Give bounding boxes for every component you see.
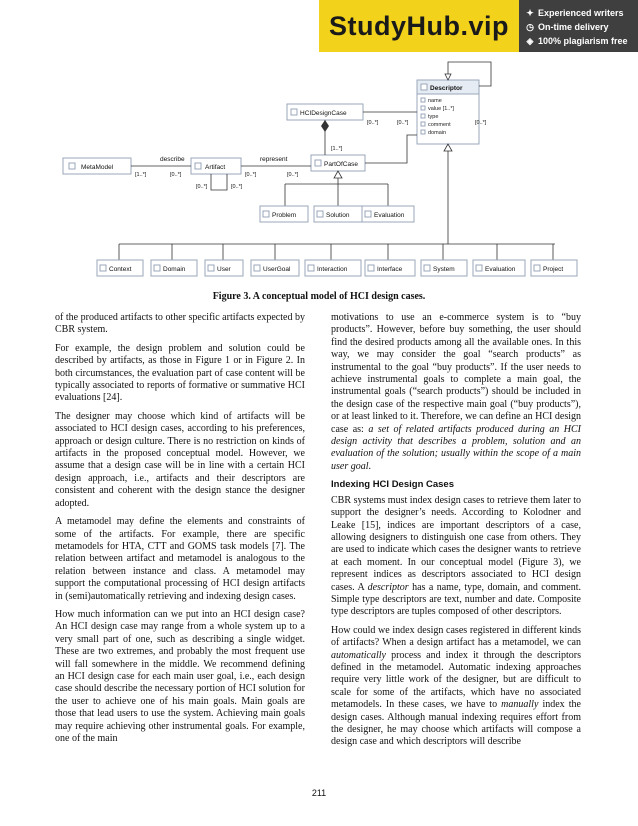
paragraph: How could we index design cases registered in different kinds of artifacts? When a design artifact has a metamodel, we can automatically process and index it through the descriptors defined in the metamodel. Automatic indexing approaches require very little work of the designer, but are difficult to scale for some of the artifacts, which have no associated metamodels. In these cases, we have to manually index the design cases. Although manual indexing requires effort from the designer, he may choose which artifacts will compose a design case and which descriptors will describe [331,624,581,748]
svg-text:Evaluation: Evaluation [485,266,516,273]
svg-text:[1..*]: [1..*] [331,146,343,152]
svg-text:[0..*]: [0..*] [287,172,299,178]
problem-box [260,206,308,222]
interaction-box [305,260,361,276]
svg-text:Context: Context [109,266,132,273]
svg-text:Solution: Solution [326,212,350,219]
svg-text:[0..*]: [0..*] [245,172,257,178]
evaluation-box [362,206,414,222]
svg-text:[0..*]: [0..*] [367,120,379,126]
svg-text:describe: describe [160,156,185,163]
paragraph: motivations to use an e-commerce system is to “buy products”. However, before buy something, the user should find the desired products among all the available ones. In this way, we may consider the goal “search products” as instrumental to the goal “buy products”. If the user needs to achieve instrumental goals to complete a main goal, the instrumental goals (“search products”) should be included in the design case of the respective main goal (“buy products”), or at least linked to it. Therefore, we can define an HCI design case as: a set of related artifacts produced during an HCI design activity that describes a problem, solution and an evaluation of the solution; usually within the scope of a main user goal. [331,312,581,472]
clock-icon: ◷ [526,22,534,32]
svg-text:[0..*]: [0..*] [196,184,208,190]
svg-text:PartOfCase: PartOfCase [324,161,358,168]
user-box [205,260,243,276]
project-box [531,260,577,276]
feature-writers: ✦ Experienced writers [526,8,624,18]
star-icon: ✦ [526,8,534,18]
svg-text:[0..*]: [0..*] [475,120,487,126]
evaluation-bottom-box [473,260,525,276]
svg-text:User: User [217,266,231,273]
svg-text:MetaModel: MetaModel [81,164,114,171]
paragraph: A metamodel may define the elements and constraints of some of the artifacts. For example, there are specific metamodels for HTA, CTT and GOMS task models [7]. The relation between artifact and metamodel is analogous to the relation between instance and class. A metamodel may support the computational processing of HCI design artifacts in (semi)automatically retrieving and indexing design cases. [55,516,305,602]
svg-text:[0..*]: [0..*] [170,172,182,178]
svg-text:name: name [428,98,442,104]
svg-text:Artifact: Artifact [205,164,226,171]
shield-icon: ◈ [526,36,534,46]
paragraph: How much information can we put into an HCI design case? An HCI design case may range from a whole system up to a very small part of one, such as describing a single widget. These are two extremes, and probably the most frequent use will fall somewhere in the middle. We recommend defining an HCI design case for each main user goal, i.e., each design case should describe the necessary portion of HCI solution for the user to achieve one of his main goals. Main goals are those that lead users to use the system. Achieving main goals may require achieving other instrumental goals. For example, one of the main [55,608,305,744]
class-icon [421,84,427,90]
section-heading: Indexing HCI Design Cases [331,479,455,491]
metamodel-box [63,158,131,174]
right-column [331,312,581,755]
descriptor-box [417,80,479,144]
svg-text:Problem: Problem [272,212,297,219]
brand-name: StudyHub.vip [329,10,509,41]
solution-box [314,206,362,222]
part-of-case-box [311,155,365,171]
svg-text:[0..*]: [0..*] [397,120,409,126]
context-box [97,260,143,276]
svg-text:Evaluation: Evaluation [374,212,405,219]
svg-text:Domain: Domain [163,266,186,273]
page-number: 211 [311,788,327,798]
svg-text:Project: Project [543,266,564,273]
svg-text:UserGoal: UserGoal [263,266,291,273]
figure-caption: Figure 3. A conceptual model of HCI design cases. [212,291,426,302]
svg-text:Interaction: Interaction [317,266,348,273]
svg-text:[1..*]: [1..*] [135,172,147,178]
paragraph: of the produced artifacts to other specific artifacts expected by CBR system. [55,312,305,336]
brand-logo[interactable] [319,0,519,52]
paragraph: CBR systems must index design cases to retrieve them later to support the designer’s needs. According to Kolodner and Leake [15], indices are important descriptors of a case, allowing designers to distinguish one case from others. They are used to indicate which cases the designer wants to retrieve at each moment. In our conceptual model (Figure 3), we represent indices as descriptors associated to HCI design cases. A descriptor has a name, type, domain, and comment. Simple type descriptors are text, number and date. Composite type descriptors are tuples composed of other descriptors. [331,494,581,618]
paragraph: The designer may choose which kind of artifacts will be associated to HCI design cases, according to his preferences, approach or design culture. There is no restriction on kinds of artifacts in the proposed conceptual model. However, we assume that a design case will be in line with a certain HCI design approach, i.e., artifacts and their descriptors are consistent and coherent with the design stance the designer adopted. [55,410,305,509]
svg-text:comment: comment [428,122,451,128]
left-column [55,312,305,751]
feature-plagiarism: ◈ 100% plagiarism free [526,36,628,46]
svg-text:Interface: Interface [377,266,403,273]
studyhub-banner[interactable] [319,0,638,52]
svg-text:represent: represent [260,156,288,163]
svg-text:Descriptor: Descriptor [430,85,463,92]
artifact-box [191,158,241,174]
svg-text:System: System [433,266,455,273]
svg-text:value [1..*]: value [1..*] [428,106,454,112]
system-box [421,260,467,276]
svg-text:type: type [428,114,439,120]
interface-box [365,260,415,276]
domain-box [151,260,197,276]
svg-text:domain: domain [428,130,447,136]
user-goal-box [251,260,299,276]
hci-design-case-box [287,104,363,120]
paragraph: For example, the design problem and solution could be described by artifacts, as those in Figure 1 or in Figure 2. In both circumstances, the evaluation part of case content will be typically associated to reports of formative or summative HCI evaluations [24]. [55,342,305,404]
svg-text:HCIDesignCase: HCIDesignCase [300,110,347,117]
feature-delivery: ◷ On-time delivery [526,22,609,32]
uml-diagram [55,60,585,290]
svg-text:[0..*]: [0..*] [231,184,243,190]
